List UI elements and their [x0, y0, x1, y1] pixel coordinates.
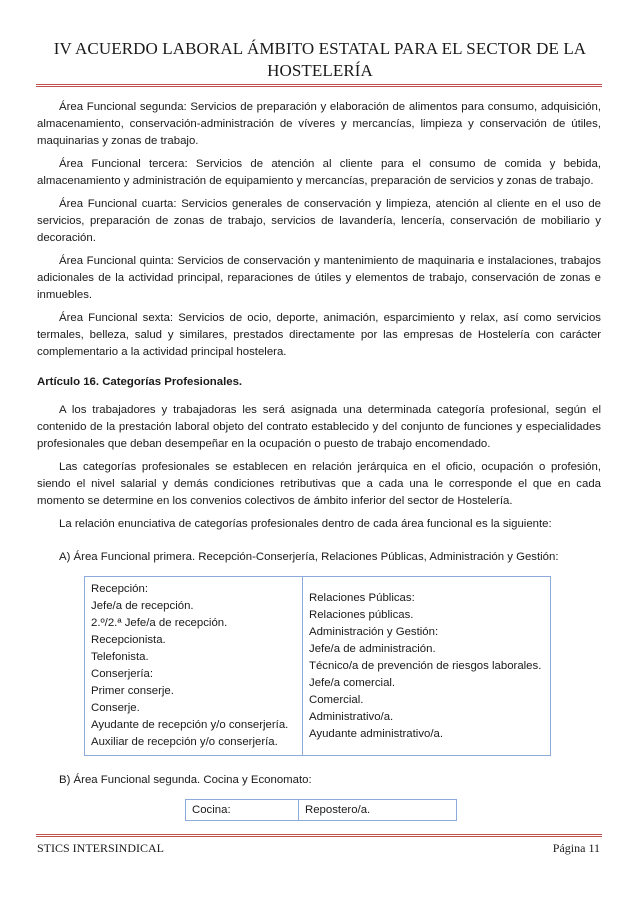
header-divider-secondary — [36, 86, 602, 87]
article-paragraph-2: Las categorías profesionales se establecen en relación jerárquica en el oficio, ocupación o profesión, siendo el nivel salarial y demás condiciones retributivas que a cada una le corresponde el que en cada momento se determine en los convenios colectivos de ámbito inferior del sector de Hostelería. — [37, 461, 601, 507]
section-b-table — [185, 799, 457, 821]
footer-divider-secondary — [36, 836, 602, 837]
section-a-table — [84, 576, 551, 756]
page-header-title: IV ACUERDO LABORAL ÁMBITO ESTATAL PARA EL SECTOR DE LA HOSTELERÍA — [53, 39, 587, 80]
article-paragraph-1: A los trabajadores y trabajadoras les será asignada una determinada categoría profesional, según el contenido de la prestación laboral objeto del contrato establecido y del conjunto de funciones y especialidades profesionales que deban desempeñar en la ocupación o puesto de trabajo encomendado. — [37, 404, 601, 450]
list-item: Auxiliar de recepción y/o conserjería. — [91, 736, 278, 748]
list-item: Conserje. — [91, 702, 140, 714]
paragraph-area-sexta: Área Funcional sexta: Servicios de ocio, deporte, animación, esparcimiento y relax, así como servicios termales, belleza, salud y similares, prestados directamente por las empresas de Hostelería con carácter complementario a la actividad principal hostelera. — [37, 312, 601, 358]
list-item: Recepcionista. — [91, 634, 166, 646]
list-item: Comercial. — [309, 693, 364, 706]
header-divider — [36, 84, 602, 85]
article-16-heading: Artículo 16. Categorías Profesionales. — [37, 376, 243, 388]
paragraph-area-tercera: Área Funcional tercera: Servicios de atención al cliente para el consumo de comida y bebida, almacenamiento y administración de equipamiento y mercancías, preparación de servicios y zonas de trabajo. — [37, 158, 601, 187]
list-item: 2.º/2.ª Jefe/a de recepción. — [91, 617, 228, 629]
section-a-title: A) Área Funcional primera. Recepción-Conserjería, Relaciones Públicas, Administración y Gestión: — [59, 551, 559, 563]
list-item: Ayudante de recepción y/o conserjería. — [91, 719, 289, 731]
list-item: Telefonista. — [91, 651, 149, 663]
paragraph-area-quinta: Área Funcional quinta: Servicios de conservación y mantenimiento de maquinaria e instalaciones, trabajos adicionales de la actividad principal, reparaciones de útiles y elementos de trabajo, conservación de zonas e inmuebles. — [37, 255, 601, 301]
section-a-col2 — [303, 577, 551, 756]
list-item: Administración y Gestión: — [309, 625, 439, 638]
table-row — [186, 800, 457, 821]
section-a-col1 — [85, 577, 303, 756]
paragraph-area-cuarta: Área Funcional cuarta: Servicios generales de conservación y limpieza, atención al cliente en el uso de servicios, preparación de zonas de trabajo, servicios de lavandería, lencería, conservación de mobiliario y decoración. — [37, 198, 601, 244]
list-item: Jefe/a comercial. — [309, 676, 396, 689]
footer-organization: STICS INTERSINDICAL — [37, 841, 165, 855]
paragraph-area-segunda: Área Funcional segunda: Servicios de preparación y elaboración de alimentos para consumo, adquisición, almacenamiento, conservación-administración de víveres y mercancías, limpieza y conservación de útiles, maquinarias y zonas de trabajo. — [37, 101, 601, 147]
list-item: Relaciones públicas. — [309, 608, 414, 621]
list-item: Conserjería: — [91, 668, 154, 680]
list-item: Recepción: — [91, 583, 148, 595]
section-b-title: B) Área Funcional segunda. Cocina y Economato: — [59, 774, 312, 786]
footer-page-number: Página 11 — [552, 841, 600, 855]
list-item: Primer conserje. — [91, 685, 174, 697]
list-item: Jefe/a de recepción. — [91, 600, 194, 612]
table-row — [85, 577, 551, 756]
footer-divider — [36, 834, 602, 835]
section-b-cell-cocina: Cocina: — [186, 800, 299, 821]
list-item: Administrativo/a. — [309, 710, 394, 723]
list-item: Jefe/a de administración. — [309, 642, 436, 655]
document-body — [37, 99, 601, 821]
article-intro: La relación enunciativa de categorías profesionales dentro de cada área funcional es la siguiente: — [59, 518, 552, 530]
list-item: Ayudante administrativo/a. — [309, 727, 444, 740]
list-item: Técnico/a de prevención de riesgos laborales. — [309, 659, 542, 672]
list-item: Relaciones Públicas: — [309, 591, 415, 604]
section-b-cell-repostero: Repostero/a. — [299, 800, 457, 821]
